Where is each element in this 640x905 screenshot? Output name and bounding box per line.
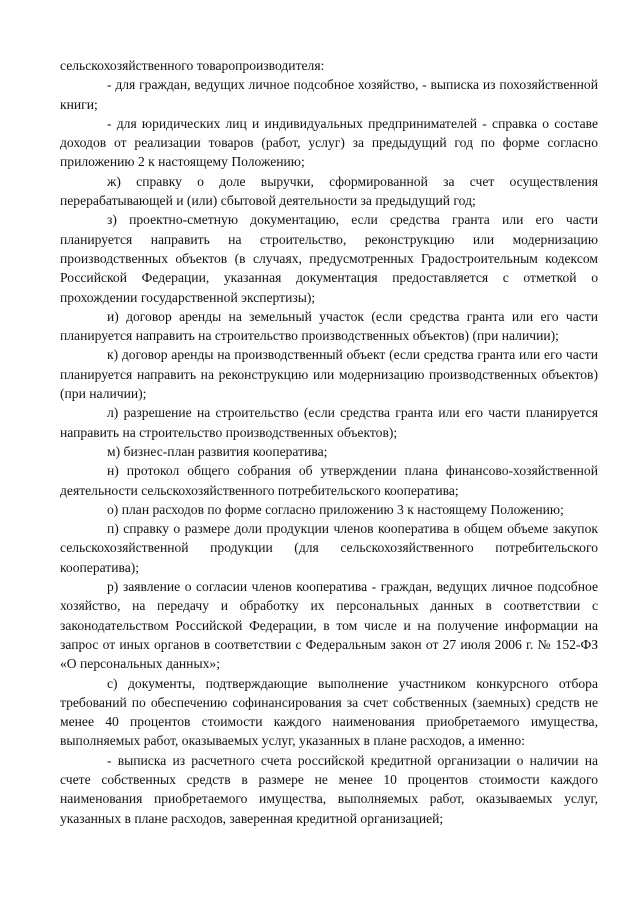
paragraph-item-o: о) план расходов по форме согласно приложению 3 к настоящему Положению; xyxy=(107,501,564,517)
paragraph-item-n: н) протокол общего собрания об утверждении плана финансово-хозяйственной деятельности сельскохозяйственного потребительского кооператива; xyxy=(60,463,598,498)
paragraph-item-r: р) заявление о согласии членов кооператива - граждан, ведущих личное подсобное хозяйство, на передачу и обработку их персональных данных в соответствии с законодательством Российской Федерации, в том числе и на получение информации на запрос от иных органов в соответствии с Федеральным закон от 27 июля 2006 г. № 152-ФЗ «О персональных данных»; xyxy=(60,579,598,672)
paragraph-item-m: м) бизнес-план развития кооператива; xyxy=(107,443,328,459)
paragraph-item-i: и) договор аренды на земельный участок (если средства гранта или его части планируется направить на строительство производственных объектов) (при наличии); xyxy=(60,308,598,344)
paragraph-item-k: к) договор аренды на производственный объект (если средства гранта или его части планируется направить на реконструкцию или модернизацию производственных объектов) (при наличии); xyxy=(60,347,598,402)
paragraph-bank-statement: - выписка из расчетного счета российской кредитной организации о наличии на счете собственных средств в размере не менее 10 процентов стоимости каждого наименования приобретаемого имущества, выполняемых работ, оказываемых услуг, указанных в плане расходов, заверенная кредитной организацией; xyxy=(60,752,598,826)
paragraph-income-certificate: - для юридических лиц и индивидуальных предпринимателей - справка о составе доходов от реализации товаров (работ, услуг) за предыдущий год по форме согласно приложению 2 к настоящему Положению; xyxy=(60,115,598,170)
paragraph-continuation: сельскохозяйственного товаропроизводителя: xyxy=(60,58,325,73)
paragraph-household-extract: - для граждан, ведущих личное подсобное хозяйство, - выписка из похозяйственной книги; xyxy=(60,77,598,112)
paragraph-item-zh: ж) справку о доле выручки, сформированной за счет осуществления перерабатывающей и (или) сбытовой деятельности за предыдущий год; xyxy=(60,173,598,209)
paragraph-item-z: з) проектно-сметную документацию, если средства гранта или его части планируется направить на строительство, реконструкцию или модернизацию производственных объектов (в случаях, предусмотренных Градостроительным кодексом Российской Федерации, указанная документация предоставляется с отметкой о прохождении государственной экспертизы); xyxy=(60,212,598,305)
paragraph-item-s: с) документы, подтверждающие выполнение участником конкурсного отбора требований по обеспечению софинансирования за счет собственных (заемных) средств не менее 40 процентов стоимости каждого наименования приобретаемого имущества, выполняемых работ, оказываемых услуг, указанных в плане расходов, а именно: xyxy=(60,675,598,749)
paragraph-item-p: п) справку о размере доли продукции членов кооператива в общем объеме закупок сельскохозяйственной продукции (для сельскохозяйственного потребительского кооператива); xyxy=(60,521,598,575)
paragraph-item-l: л) разрешение на строительство (если средства гранта или его части планируется направить на строительство производственных объектов); xyxy=(60,405,598,440)
document-page xyxy=(60,56,598,828)
